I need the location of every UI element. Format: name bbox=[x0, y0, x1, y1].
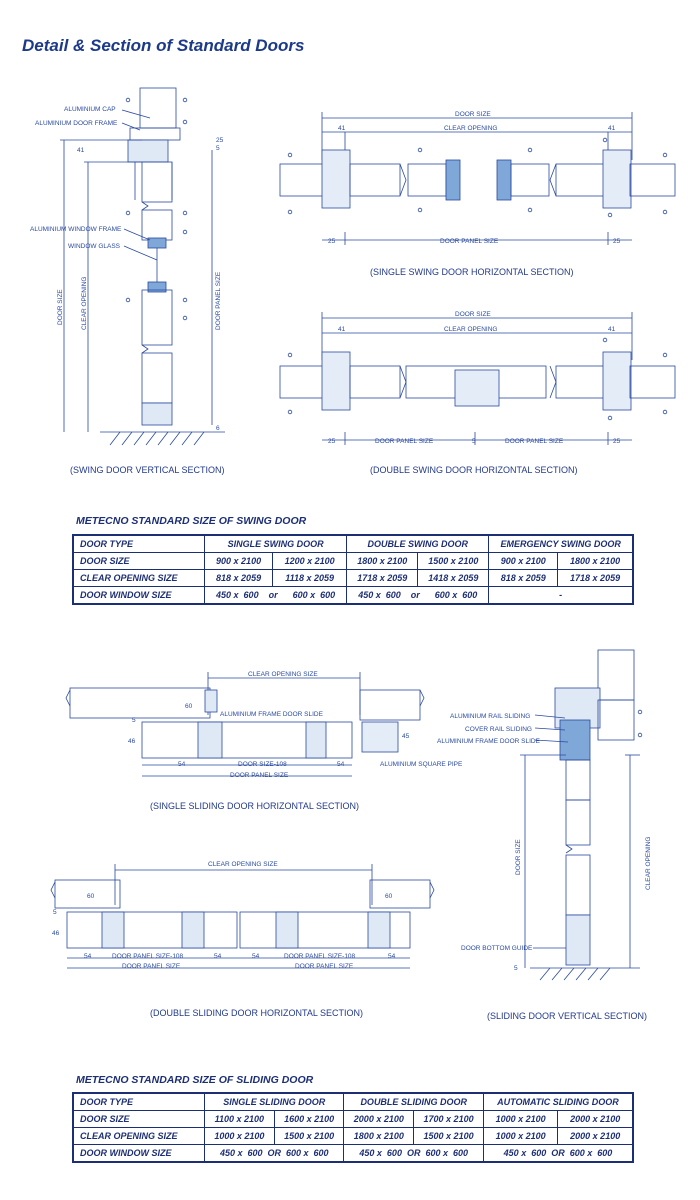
table-cell: 1500 x 2100 bbox=[274, 1128, 344, 1145]
dim-46-ssl: 46 bbox=[128, 738, 136, 745]
label-aluminium-cap: ALUMINIUM CAP bbox=[64, 106, 116, 113]
table-cell: 1000 x 2100 bbox=[205, 1128, 275, 1145]
label-door-size-dsh: DOOR SIZE bbox=[455, 311, 491, 318]
table-header-cell: DOUBLE SLIDING DOOR bbox=[344, 1093, 483, 1111]
row-label: CLEAR OPENING SIZE bbox=[73, 1128, 205, 1145]
dim-54-dsl-4: 54 bbox=[388, 953, 396, 960]
dim-60-ssl: 60 bbox=[185, 703, 193, 710]
dim-41-ssh-left: 41 bbox=[338, 125, 346, 132]
table-cell: 450 x 600 or 600 x 600 bbox=[347, 587, 489, 605]
table-cell: 1000 x 2100 bbox=[483, 1111, 557, 1128]
label-cover-rail-sliding: COVER RAIL SLIDING bbox=[465, 726, 532, 733]
label-door-panel-size-ssl: DOOR PANEL SIZE bbox=[230, 772, 289, 779]
caption-swing-vertical: (SWING DOOR VERTICAL SECTION) bbox=[70, 465, 225, 475]
table-cell: 1100 x 2100 bbox=[205, 1111, 275, 1128]
swing-table-title: METECNO STANDARD SIZE OF SWING DOOR bbox=[76, 515, 307, 527]
table-header-cell: DOOR TYPE bbox=[73, 1093, 205, 1111]
table-cell: 2000 x 2100 bbox=[344, 1111, 414, 1128]
sliding-table-title: METECNO STANDARD SIZE OF SLIDING DOOR bbox=[76, 1074, 314, 1086]
label-door-panel-size-108-right: DOOR PANEL SIZE-108 bbox=[284, 953, 356, 960]
table-cell: 450 x 600 OR 600 x 600 bbox=[483, 1145, 633, 1163]
row-label: DOOR WINDOW SIZE bbox=[73, 587, 205, 605]
dim-54-dsl-3: 54 bbox=[252, 953, 260, 960]
table-row bbox=[73, 1145, 633, 1163]
table-cell: 1600 x 2100 bbox=[274, 1111, 344, 1128]
dim-25-ssh-right: 25 bbox=[613, 238, 621, 245]
swing-door-table bbox=[72, 534, 634, 605]
table-cell: 1800 x 2100 bbox=[347, 553, 418, 570]
label-aluminium-square-pipe: ALUMINIUM SQUARE PIPE bbox=[380, 761, 463, 768]
table-row bbox=[73, 553, 633, 570]
label-clear-opening-size-dsl: CLEAR OPENING SIZE bbox=[208, 861, 278, 868]
table-header-cell: SINGLE SWING DOOR bbox=[205, 535, 347, 553]
dim-25-ssh-left: 25 bbox=[328, 238, 336, 245]
dim-41-ssh-right: 41 bbox=[608, 125, 616, 132]
caption-single-swing-horizontal: (SINGLE SWING DOOR HORIZONTAL SECTION) bbox=[370, 267, 574, 277]
table-cell: 1800 x 2100 bbox=[558, 553, 633, 570]
dim-41-dsh-right: 41 bbox=[608, 326, 616, 333]
dim-54-ssl-right: 54 bbox=[337, 761, 345, 768]
table-cell: 818 x 2059 bbox=[205, 570, 273, 587]
table-cell: 1718 x 2059 bbox=[558, 570, 633, 587]
table-cell: 1118 x 2059 bbox=[273, 570, 347, 587]
table-header-cell: EMERGENCY SWING DOOR bbox=[489, 535, 633, 553]
row-label: DOOR SIZE bbox=[73, 1111, 205, 1128]
row-label: DOOR SIZE bbox=[73, 553, 205, 570]
label-aluminium-window-frame: ALUMINIUM WINDOW FRAME bbox=[30, 226, 122, 233]
label-aluminium-frame-door-slide-ssl: ALUMINIUM FRAME DOOR SLIDE bbox=[220, 711, 323, 718]
dim-54-ssl-left: 54 bbox=[178, 761, 186, 768]
table-cell: 1718 x 2059 bbox=[347, 570, 418, 587]
label-door-size-vertical: DOOR SIZE bbox=[57, 289, 64, 325]
label-clear-opening-ssh: CLEAR OPENING bbox=[444, 125, 498, 132]
caption-double-swing-horizontal: (DOUBLE SWING DOOR HORIZONTAL SECTION) bbox=[370, 465, 578, 475]
table-cell: 450 x 600 OR 600 x 600 bbox=[344, 1145, 483, 1163]
label-door-panel-size-vertical: DOOR PANEL SIZE bbox=[215, 271, 222, 330]
row-label: DOOR WINDOW SIZE bbox=[73, 1145, 205, 1163]
label-door-size-sv: DOOR SIZE bbox=[515, 839, 522, 875]
table-cell: 2000 x 2100 bbox=[558, 1111, 633, 1128]
sliding-door-table bbox=[72, 1092, 634, 1163]
label-door-panel-size-ssh: DOOR PANEL SIZE bbox=[440, 238, 499, 245]
label-aluminium-rail-sliding: ALUMINIUM RAIL SLIDING bbox=[450, 713, 531, 720]
label-clear-opening-vertical: CLEAR OPENING bbox=[81, 276, 88, 330]
table-cell: 2000 x 2100 bbox=[558, 1128, 633, 1145]
row-label: CLEAR OPENING SIZE bbox=[73, 570, 205, 587]
table-cell: 1500 x 2100 bbox=[414, 1128, 484, 1145]
caption-double-sliding-horizontal: (DOUBLE SLIDING DOOR HORIZONTAL SECTION) bbox=[150, 1008, 364, 1018]
table-cell: - bbox=[489, 587, 633, 605]
table-row bbox=[73, 1128, 633, 1145]
table-cell: 1700 x 2100 bbox=[414, 1111, 484, 1128]
table-cell: 1500 x 2100 bbox=[418, 553, 489, 570]
dim-60-dsl-left: 60 bbox=[87, 893, 95, 900]
label-door-panel-size-dsh-right: DOOR PANEL SIZE bbox=[505, 438, 564, 445]
dim-25-dsh-right: 25 bbox=[613, 438, 621, 445]
label-aluminium-door-frame: ALUMINIUM DOOR FRAME bbox=[35, 120, 118, 127]
label-door-panel-size-dsl-left: DOOR PANEL SIZE bbox=[122, 963, 181, 970]
table-header-cell: SINGLE SLIDING DOOR bbox=[205, 1093, 344, 1111]
table-row bbox=[73, 570, 633, 587]
table-cell: 818 x 2059 bbox=[489, 570, 558, 587]
table-header-cell: DOOR TYPE bbox=[73, 535, 205, 553]
table-row bbox=[73, 587, 633, 605]
dim-5-dsl: 5 bbox=[53, 909, 57, 916]
table-cell: 1200 x 2100 bbox=[273, 553, 347, 570]
dim-5-sv: 5 bbox=[514, 965, 518, 972]
table-row bbox=[73, 535, 633, 553]
table-row bbox=[73, 1093, 633, 1111]
label-door-panel-size-108-left: DOOR PANEL SIZE-108 bbox=[112, 953, 184, 960]
table-cell: 1000 x 2100 bbox=[483, 1128, 557, 1145]
label-door-size-108: DOOR SIZE-108 bbox=[238, 761, 287, 768]
dim-60-dsl-right: 60 bbox=[385, 893, 393, 900]
dim-41-dsh-left: 41 bbox=[338, 326, 346, 333]
dim-41-vertical: 41 bbox=[77, 147, 85, 154]
dim-25-vertical: 25 bbox=[216, 137, 224, 144]
dim-5-dsh: 5 bbox=[472, 438, 476, 445]
table-cell: 900 x 2100 bbox=[489, 553, 558, 570]
table-header-cell: AUTOMATIC SLIDING DOOR bbox=[483, 1093, 633, 1111]
dim-54-dsl-1: 54 bbox=[84, 953, 92, 960]
label-clear-opening-dsh: CLEAR OPENING bbox=[444, 326, 498, 333]
dim-46-dsl: 46 bbox=[52, 930, 60, 937]
label-clear-opening-size-ssl: CLEAR OPENING SIZE bbox=[248, 671, 318, 678]
dim-54-dsl-2: 54 bbox=[214, 953, 222, 960]
label-door-panel-size-dsl-right: DOOR PANEL SIZE bbox=[295, 963, 354, 970]
table-cell: 1800 x 2100 bbox=[344, 1128, 414, 1145]
dim-5-vertical: 5 bbox=[216, 145, 220, 152]
dim-6-vertical: 6 bbox=[216, 425, 220, 432]
caption-sliding-vertical: (SLIDING DOOR VERTICAL SECTION) bbox=[487, 1011, 648, 1021]
label-door-size-ssh: DOOR SIZE bbox=[455, 111, 491, 118]
table-cell: 900 x 2100 bbox=[205, 553, 273, 570]
label-door-panel-size-dsh-left: DOOR PANEL SIZE bbox=[375, 438, 434, 445]
table-cell: 450 x 600 OR 600 x 600 bbox=[205, 1145, 344, 1163]
label-aluminium-frame-door-slide-sv: ALUMINIUM FRAME DOOR SLIDE bbox=[437, 738, 540, 745]
dim-45-ssl: 45 bbox=[402, 733, 410, 740]
table-cell: 450 x 600 or 600 x 600 bbox=[205, 587, 347, 605]
table-header-cell: DOUBLE SWING DOOR bbox=[347, 535, 489, 553]
dim-5-ssl: 5 bbox=[132, 717, 136, 724]
table-row bbox=[73, 1111, 633, 1128]
table-cell: 1418 x 2059 bbox=[418, 570, 489, 587]
label-clear-opening-sv: CLEAR OPENING bbox=[645, 836, 652, 890]
dim-25-dsh-left: 25 bbox=[328, 438, 336, 445]
caption-single-sliding-horizontal: (SINGLE SLIDING DOOR HORIZONTAL SECTION) bbox=[150, 801, 360, 811]
label-door-bottom-guide: DOOR BOTTOM GUIDE bbox=[461, 945, 533, 952]
label-window-glass: WINDOW GLASS bbox=[68, 243, 121, 250]
page-title: Detail & Section of Standard Doors bbox=[22, 36, 305, 55]
